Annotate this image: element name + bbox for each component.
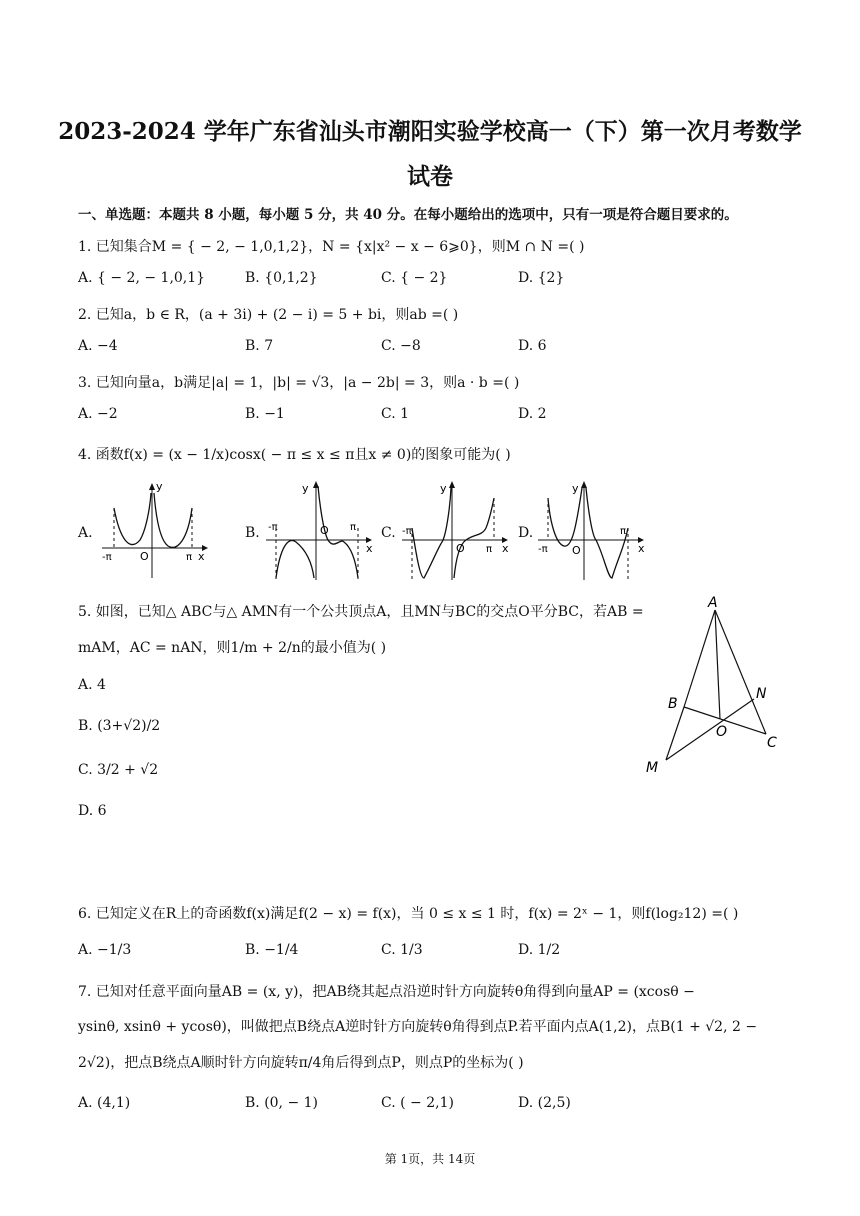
question-2-option-d: D. 6 bbox=[518, 338, 547, 354]
graph-option-d bbox=[534, 478, 649, 582]
section-heading: 一、单选题：本题共 8 小题，每小题 5 分，共 40 分。在每小题给出的选项中，只有一项是符合题目要求的。 bbox=[78, 207, 738, 223]
question-3-option-d: D. 2 bbox=[518, 406, 547, 422]
question-5-stem-line1: 5. 如图，已知△ ABC与△ AMN有一个公共顶点A，且MN与BC的交点O平分BC，若AB = bbox=[78, 604, 644, 620]
question-3-option-c: C. 1 bbox=[381, 406, 410, 422]
question-5-option-b: B. (3+√2)/2 bbox=[78, 718, 161, 734]
question-5-option-c: C. 3/2 + √2 bbox=[78, 762, 159, 778]
question-4-option-a: A. bbox=[78, 525, 93, 541]
graph-c-origin-label: O bbox=[456, 542, 465, 555]
graph-b-pi-label: π bbox=[350, 522, 357, 533]
question-5-option-a: A. 4 bbox=[78, 677, 106, 693]
triangle-label-c: C bbox=[767, 735, 777, 751]
triangle-figure bbox=[636, 592, 796, 782]
graph-b-y-label: y bbox=[302, 482, 309, 495]
question-6-option-c: C. 1/3 bbox=[381, 942, 423, 958]
graph-b-x-label: x bbox=[366, 542, 373, 555]
question-1-option-b: B. {0,1,2} bbox=[245, 270, 318, 286]
graph-a-origin-label: O bbox=[140, 550, 149, 563]
graph-b-neg-pi-label: -π bbox=[268, 522, 278, 533]
question-7-stem-line2: ysinθ, xsinθ + ycosθ)，叫做把点B绕点A逆时针方向旋转θ角得到点P.若平面内点A(1,2)，点B(1 + √2, 2 − bbox=[78, 1019, 758, 1035]
question-4-option-d: D. bbox=[518, 525, 534, 541]
question-6-option-a: A. −1/3 bbox=[78, 942, 132, 958]
graph-option-b bbox=[262, 478, 377, 582]
question-6-stem: 6. 已知定义在R上的奇函数f(x)满足f(2 − x) = f(x)，当 0 ≤ x ≤ 1 时，f(x) = 2ˣ − 1，则f(log₂12) =( ) bbox=[78, 906, 739, 922]
question-4-option-b: B. bbox=[245, 525, 260, 541]
question-5-stem-line2: mAM，AC = nAN，则1/m + 2/n的最小值为( ) bbox=[78, 640, 387, 656]
exam-title-line1: 2023-2024 学年广东省汕头市潮阳实验学校高一（下）第一次月考数学 bbox=[58, 118, 802, 145]
exam-title-line2: 试卷 bbox=[407, 163, 453, 190]
question-7-stem-line3: 2√2)，把点B绕点A顺时针方向旋转π/4角后得到点P，则点P的坐标为( ) bbox=[78, 1055, 524, 1071]
question-5-option-d: D. 6 bbox=[78, 803, 107, 819]
graph-a-y-label: y bbox=[156, 480, 163, 493]
question-7-option-a: A. (4,1) bbox=[78, 1095, 131, 1111]
graph-d-pi-label: π bbox=[620, 526, 627, 537]
graph-c-y-label: y bbox=[440, 482, 447, 495]
graph-option-c bbox=[398, 478, 513, 582]
question-7-option-d: D. (2,5) bbox=[518, 1095, 571, 1111]
triangle-label-m: M bbox=[646, 760, 659, 776]
question-6-option-b: B. −1/4 bbox=[245, 942, 299, 958]
question-2-stem: 2. 已知a，b ∈ R，(a + 3i) + (2 − i) = 5 + bi，则ab =( ) bbox=[78, 307, 459, 323]
question-2-option-a: A. −4 bbox=[78, 338, 118, 354]
question-7-option-c: C. ( − 2,1) bbox=[381, 1095, 454, 1111]
graph-d-y-label: y bbox=[572, 482, 579, 495]
question-2-option-b: B. 7 bbox=[245, 338, 274, 354]
graph-c-pi-label: π bbox=[486, 544, 493, 555]
question-1-option-c: C. { − 2} bbox=[381, 270, 448, 286]
graph-a-neg-pi-label: -π bbox=[102, 552, 112, 563]
question-4-stem: 4. 函数f(x) = (x − 1/x)cosx( − π ≤ x ≤ π且x ≠ 0)的图象可能为( ) bbox=[78, 447, 511, 463]
triangle-label-b: B bbox=[668, 696, 678, 712]
graph-b-origin-label: O bbox=[320, 524, 329, 537]
graph-d-origin-label: O bbox=[572, 544, 581, 557]
graph-a-pi-label: π bbox=[186, 552, 193, 563]
page-footer: 第 1页，共 14页 bbox=[384, 1152, 476, 1166]
question-1-option-a: A. { − 2, − 1,0,1} bbox=[78, 270, 206, 286]
graph-d-neg-pi-label: -π bbox=[538, 544, 548, 555]
question-1-option-d: D. {2} bbox=[518, 270, 565, 286]
triangle-label-a: A bbox=[708, 595, 718, 611]
question-2-option-c: C. −8 bbox=[381, 338, 421, 354]
graph-d-x-label: x bbox=[638, 542, 645, 555]
question-6-option-d: D. 1/2 bbox=[518, 942, 561, 958]
triangle-label-n: N bbox=[756, 686, 767, 702]
graph-option-a bbox=[98, 478, 208, 582]
graph-c-neg-pi-label: -π bbox=[402, 526, 412, 537]
question-3-stem: 3. 已知向量a，b满足|a| = 1，|b| = √3，|a − 2b| = 3，则a · b =( ) bbox=[78, 375, 520, 391]
graph-c-x-label: x bbox=[502, 542, 509, 555]
graph-a-x-label: x bbox=[198, 550, 205, 563]
question-1-stem: 1. 已知集合M = { − 2, − 1,0,1,2}，N = {x|x² − x − 6⩾0}，则M ∩ N =( ) bbox=[78, 239, 585, 255]
question-3-option-b: B. −1 bbox=[245, 406, 285, 422]
question-7-option-b: B. (0, − 1) bbox=[245, 1095, 319, 1111]
triangle-label-o: O bbox=[716, 724, 728, 740]
question-4-option-c: C. bbox=[381, 525, 396, 541]
question-3-option-a: A. −2 bbox=[78, 406, 118, 422]
question-7-stem-line1: 7. 已知对任意平面向量AB = (x, y)，把AB绕其起点沿逆时针方向旋转θ角得到向量AP = (xcosθ − bbox=[78, 984, 695, 1000]
